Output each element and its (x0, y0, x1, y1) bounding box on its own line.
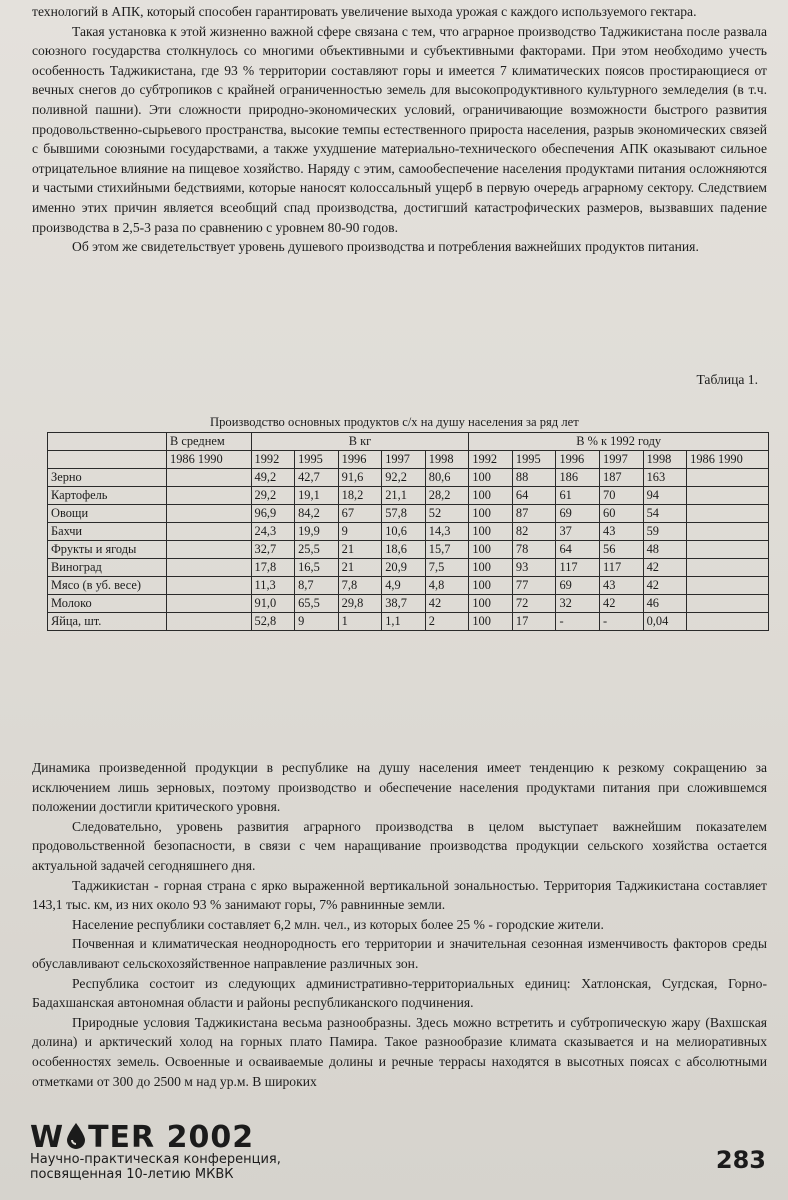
cell-percent: 100 (469, 577, 513, 595)
row-label: Зерно (48, 469, 167, 487)
cell-percent: 100 (469, 487, 513, 505)
cell-kg: 96,9 (251, 505, 295, 523)
cell-kg: 19,1 (295, 487, 339, 505)
cell-percent: 100 (469, 505, 513, 523)
cell-percent: 0,04 (643, 613, 687, 631)
cell-kg: 24,3 (251, 523, 295, 541)
cell-kg: 4,9 (382, 577, 426, 595)
cell-percent (687, 559, 769, 577)
cell-kg: 18,6 (382, 541, 426, 559)
cell-percent: 43 (600, 523, 644, 541)
table-row (48, 541, 769, 559)
cell-percent: 64 (512, 487, 556, 505)
table-row (48, 595, 769, 613)
table-row (48, 469, 769, 487)
header-year-pct: 1986 1990 (687, 451, 769, 469)
cell-kg: 15,7 (425, 541, 469, 559)
cell-kg: 1,1 (382, 613, 426, 631)
page-number: 283 (715, 1146, 766, 1174)
cell-kg: 29,8 (338, 595, 382, 613)
cell-kg: 32,7 (251, 541, 295, 559)
table-row (48, 613, 769, 631)
cell-kg: 25,5 (295, 541, 339, 559)
cell-percent: 100 (469, 523, 513, 541)
cell-average (167, 613, 252, 631)
cell-kg: 9 (338, 523, 382, 541)
cell-kg: 20,9 (382, 559, 426, 577)
cell-kg: 52 (425, 505, 469, 523)
cell-kg: 2 (425, 613, 469, 631)
cell-percent: 77 (512, 577, 556, 595)
cell-average (167, 595, 252, 613)
cell-percent (687, 523, 769, 541)
header-average: В среднем (167, 433, 252, 451)
header-year-pct: 1992 (469, 451, 513, 469)
row-label: Фрукты и ягоды (48, 541, 167, 559)
cell-percent: 87 (512, 505, 556, 523)
header-year-kg: 1995 (295, 451, 339, 469)
cell-kg: 8,7 (295, 577, 339, 595)
row-label: Виноград (48, 559, 167, 577)
row-label: Яйца, шт. (48, 613, 167, 631)
paragraph: Об этом же свидетельствует уровень душевого производства и потребления важнейших продуктов питания. (72, 239, 699, 255)
cell-percent: 70 (600, 487, 644, 505)
cell-percent (687, 541, 769, 559)
cell-kg: 29,2 (251, 487, 295, 505)
table-row (48, 523, 769, 541)
cell-kg: 80,6 (425, 469, 469, 487)
cell-percent: 100 (469, 595, 513, 613)
cell-percent: 117 (600, 559, 644, 577)
cell-percent (687, 577, 769, 595)
header-year-kg: 1996 (338, 451, 382, 469)
cell-kg: 9 (295, 613, 339, 631)
cell-percent: 100 (469, 559, 513, 577)
cell-percent (687, 595, 769, 613)
cell-kg: 42 (425, 595, 469, 613)
cell-average (167, 487, 252, 505)
cell-kg: 91,6 (338, 469, 382, 487)
cell-percent: 46 (643, 595, 687, 613)
cell-percent: - (600, 613, 644, 631)
header-year-kg: 1998 (425, 451, 469, 469)
row-label: Молоко (48, 595, 167, 613)
paragraph: Почвенная и климатическая неоднородность его территории и значительная сезонная изменчивость факторов среды обуславливают сельскохозяйственное направление различных зон. (32, 936, 767, 971)
logo-letter-w: W (30, 1120, 65, 1155)
header-year-kg: 1992 (251, 451, 295, 469)
cell-kg: 7,5 (425, 559, 469, 577)
cell-kg: 7,8 (338, 577, 382, 595)
cell-percent: 100 (469, 469, 513, 487)
cell-percent: 69 (556, 505, 600, 523)
cell-kg: 18,2 (338, 487, 382, 505)
cell-percent: 72 (512, 595, 556, 613)
paragraph: Таджикистан - горная страна с ярко выраженной вертикальной зональностью. Территория Таджикистана составляет 143,1 тыс. км, из них около 93 % занимают горы, 7% равнинные земли. (32, 877, 767, 913)
header-empty (48, 433, 167, 451)
cell-percent: 94 (643, 487, 687, 505)
table-year-row (48, 451, 769, 469)
cell-percent (687, 613, 769, 631)
cell-percent: 88 (512, 469, 556, 487)
cell-percent: 100 (469, 613, 513, 631)
table-title: Производство основных продуктов с/х на душу населения за ряд лет (210, 415, 579, 429)
cell-average (167, 505, 252, 523)
header-year-pct: 1996 (556, 451, 600, 469)
cell-kg: 84,2 (295, 505, 339, 523)
paragraph: Такая установка к этой жизненно важной сфере связана с тем, что аграрное производство Таджикистана после развала союзного государства столкнулось со многими объективными и субъективными факторами. При этом необходимо учесть особенность Таджикистана, где 93 % территории составляют горы и имеется 7 климатических поясов простирающиеся от вечных снегов до субтропиков с крайней ограниченностью земель для высокопродуктивного культурного земледелия (в т.ч. поливной пашни). Эти сложности природно-экономических условий, ограничивающие возможности быстрого развития продовольственно-сырьевого пространства, высокие темпы естественного прироста населения, разрыв экономических связей с бывшими союзными государствами, а также ухудшение материально-технического обеспечения АПК оказывают сильное отрицательное влияние на пищевое хозяйство. Наряду с этим, самообеспечение населения продуктами питания осложняются и частыми стихийными бедствиями, которые наносят колоссальный ущерб в первую очередь аграрному сектору. Следствием именно этих причин является всеобщий спад производства, достигший катастрофических размеров, вызвавших падение производства в 2,5-3 раза по сравнению с уровнем 80-90 годов. (32, 23, 767, 235)
paragraph: Следовательно, уровень развития аграрного производства в целом выступает важнейшим показателем продовольственной безопасности, в связи с чем наращивание производства продукции сельского хозяйства остается актуальной задачей сегодняшнего дня. (32, 818, 767, 873)
paragraph: технологий в АПК, который способен гарантировать увеличение выхода урожая с каждого используемого гектара. (32, 4, 697, 19)
logo-text: TER 2002 (88, 1120, 255, 1155)
cell-percent: 43 (600, 577, 644, 595)
cell-percent: 42 (643, 577, 687, 595)
cell-kg: 11,3 (251, 577, 295, 595)
cell-kg: 52,8 (251, 613, 295, 631)
cell-percent: 37 (556, 523, 600, 541)
cell-percent: 48 (643, 541, 687, 559)
cell-percent: - (556, 613, 600, 631)
cell-percent (687, 487, 769, 505)
table-body (48, 469, 769, 631)
paragraph: Население республики составляет 6,2 млн. чел., из которых более 25 % - городские жители. (72, 916, 604, 932)
cell-kg: 42,7 (295, 469, 339, 487)
paragraph: Республика состоит из следующих административно-территориальных единиц: Хатлонская, Сугдская, Горно-Бадахшанская автономная области и районы республиканского подчинения. (32, 975, 767, 1011)
cell-percent: 42 (643, 559, 687, 577)
header-year-pct: 1995 (512, 451, 556, 469)
table-row (48, 559, 769, 577)
row-label: Картофель (48, 487, 167, 505)
cell-kg: 28,2 (425, 487, 469, 505)
cell-percent: 32 (556, 595, 600, 613)
table-caption: Таблица 1. (696, 372, 758, 387)
header-year-pct: 1997 (600, 451, 644, 469)
body-text-bottom (32, 758, 767, 1091)
cell-percent: 186 (556, 469, 600, 487)
cell-kg: 49,2 (251, 469, 295, 487)
header-year-kg: 1997 (382, 451, 426, 469)
cell-average (167, 523, 252, 541)
cell-percent: 54 (643, 505, 687, 523)
cell-kg: 57,8 (382, 505, 426, 523)
row-label: Мясо (в уб. весе) (48, 577, 167, 595)
cell-percent: 69 (556, 577, 600, 595)
cell-percent: 42 (600, 595, 644, 613)
cell-kg: 91,0 (251, 595, 295, 613)
body-text-top (32, 2, 767, 257)
cell-kg: 16,5 (295, 559, 339, 577)
conference-subtitle (30, 1152, 281, 1182)
cell-percent (687, 505, 769, 523)
header-percent: В % к 1992 году (469, 433, 769, 451)
table-row (48, 487, 769, 505)
cell-average (167, 541, 252, 559)
row-label: Бахчи (48, 523, 167, 541)
cell-kg: 10,6 (382, 523, 426, 541)
cell-average (167, 559, 252, 577)
cell-kg: 21,1 (382, 487, 426, 505)
cell-percent: 61 (556, 487, 600, 505)
cell-kg: 4,8 (425, 577, 469, 595)
paragraph: Природные условия Таджикистана весьма разнообразны. Здесь можно встретить и субтропическую жару (Вахшская долина) и арктический холод на горных плато Памира. Такое разнообразие климата сказывается и на мелиоративных особенностях земель. Освоенные и осваиваемые долины и речные террасы находятся в высотных поясах с абсолютными отметками от 300 до 2500 м над ур.м. В широких (32, 1014, 767, 1089)
header-year-pct: 1998 (643, 451, 687, 469)
cell-kg: 38,7 (382, 595, 426, 613)
cell-percent: 78 (512, 541, 556, 559)
cell-percent: 59 (643, 523, 687, 541)
cell-percent: 17 (512, 613, 556, 631)
header-kg: В кг (251, 433, 469, 451)
cell-kg: 1 (338, 613, 382, 631)
cell-percent: 117 (556, 559, 600, 577)
cell-percent: 163 (643, 469, 687, 487)
cell-kg: 21 (338, 559, 382, 577)
cell-percent: 82 (512, 523, 556, 541)
cell-kg: 92,2 (382, 469, 426, 487)
production-table (47, 432, 769, 631)
row-label: Овощи (48, 505, 167, 523)
conference-subtitle-line1: Научно-практическая конференция, (30, 1152, 281, 1167)
table-header-row (48, 433, 769, 451)
cell-kg: 19,9 (295, 523, 339, 541)
cell-kg: 67 (338, 505, 382, 523)
cell-kg: 65,5 (295, 595, 339, 613)
cell-average (167, 469, 252, 487)
cell-percent: 60 (600, 505, 644, 523)
cell-percent: 56 (600, 541, 644, 559)
header-avg-period: 1986 1990 (167, 451, 252, 469)
cell-kg: 21 (338, 541, 382, 559)
conference-subtitle-line2: посвященная 10-летию МКВК (30, 1167, 234, 1182)
cell-kg: 14,3 (425, 523, 469, 541)
cell-average (167, 577, 252, 595)
cell-kg: 17,8 (251, 559, 295, 577)
table-row (48, 505, 769, 523)
cell-percent: 100 (469, 541, 513, 559)
paragraph: Динамика произведенной продукции в республике на душу населения имеет тенденцию к резкому сокращению за исключением лишь зерновых, поэтому производство и обеспечение населения продуктами питания при сложившемся положении достигли критического уровня. (32, 760, 767, 815)
cell-percent: 64 (556, 541, 600, 559)
year-row-empty (48, 451, 167, 469)
cell-percent: 93 (512, 559, 556, 577)
cell-percent (687, 469, 769, 487)
table-row (48, 577, 769, 595)
cell-percent: 187 (600, 469, 644, 487)
